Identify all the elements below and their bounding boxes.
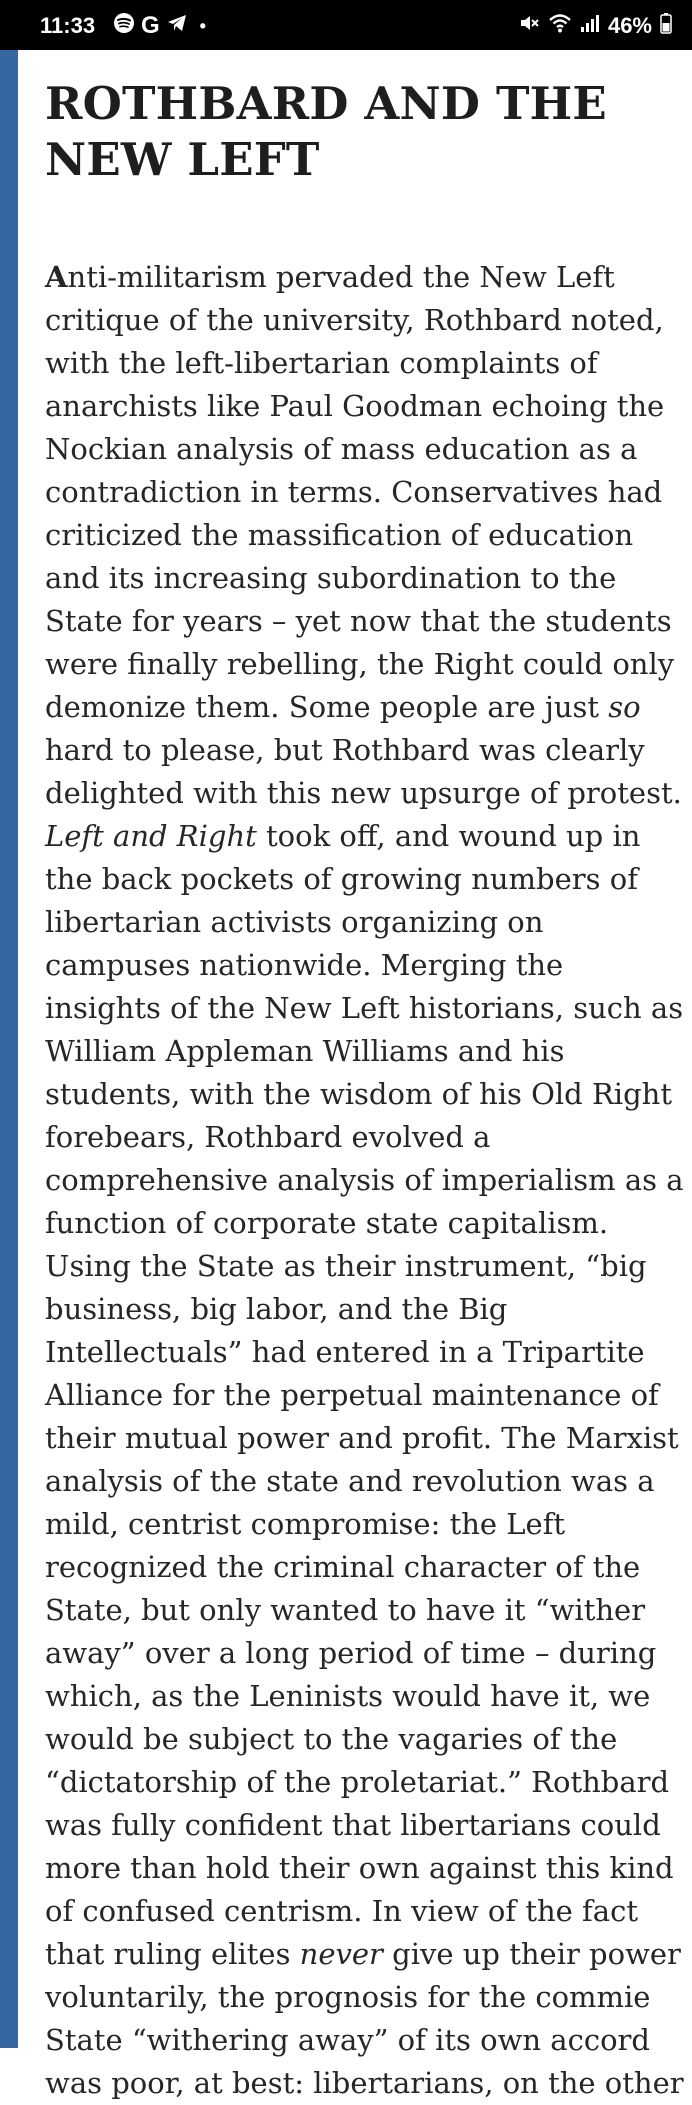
article <box>45 50 685 2105</box>
body-text-2: hard to please, but Rothbard was clearly delighted with this new upsurge of protest. <box>45 733 682 810</box>
status-time: 11:33 <box>40 13 96 38</box>
system-icons <box>518 12 672 40</box>
emphasis-so: so <box>608 690 641 724</box>
battery-icon <box>660 12 672 40</box>
wifi-icon <box>548 12 572 40</box>
dot-icon: • <box>199 15 206 36</box>
body-text-4: give up their power voluntarily, the prognosis for the commie State “withering away” of its own accord was poor, at best: libertarians, on the other <box>45 1937 684 2100</box>
body-text-3: took off, and wound up in the back pockets of growing numbers of libertarian activists organizing on campuses nationwide. Merging the insights of the New Left historians, such as William Appleman Williams and his students, with the wisdom of his Old Right forebears, Rothbard evolved a comprehensive analysis of imperialism as a function of corporate state capitalism. Using the State as their instrument, “big business, big labor, and the Big Intellectuals” had entered in a Tripartite Alliance for the perpetual maintenance of their mutual power and profit. The Marxist analysis of the state and revolution was a mild, centrist compromise: the Left recognized the criminal character of the State, but only wanted to have it “wither away” over a long period of time – during which, as the Leninists would have it, we would be subject to the vagaries of the “dictatorship of the proletariat.” Rothbard was fully confident that libertarians could more than hold their own against this kind of confused centrism. In view of the fact that ruling elites <box>45 819 684 1971</box>
lead-letter: A <box>45 260 68 294</box>
article-title: ROTHBARD AND THE NEW LEFT <box>45 77 607 186</box>
emphasis-never: never <box>299 1937 383 1971</box>
signal-icon <box>580 13 600 39</box>
spotify-icon <box>113 12 135 40</box>
article-body <box>45 256 685 2105</box>
mute-icon <box>518 12 540 40</box>
battery-percent: 46% <box>607 13 652 38</box>
body-text-1: nti-militarism pervaded the New Left critique of the university, Rothbard noted, with the left-libertarian complaints of anarchists like Paul Goodman echoing the Nockian analysis of mass education as a contradiction in terms. Conservatives had criticized the massification of education and its increasing subordination to the State for years – yet now that the students were finally rebelling, the Right could only demonize them. Some people are just <box>45 260 675 724</box>
accent-strip <box>0 50 18 2048</box>
book-title-left-and-right: Left and Right <box>45 819 257 853</box>
notification-icons <box>113 12 206 40</box>
google-icon: G <box>141 12 160 39</box>
telegram-icon <box>166 12 188 40</box>
status-bar <box>0 0 692 50</box>
